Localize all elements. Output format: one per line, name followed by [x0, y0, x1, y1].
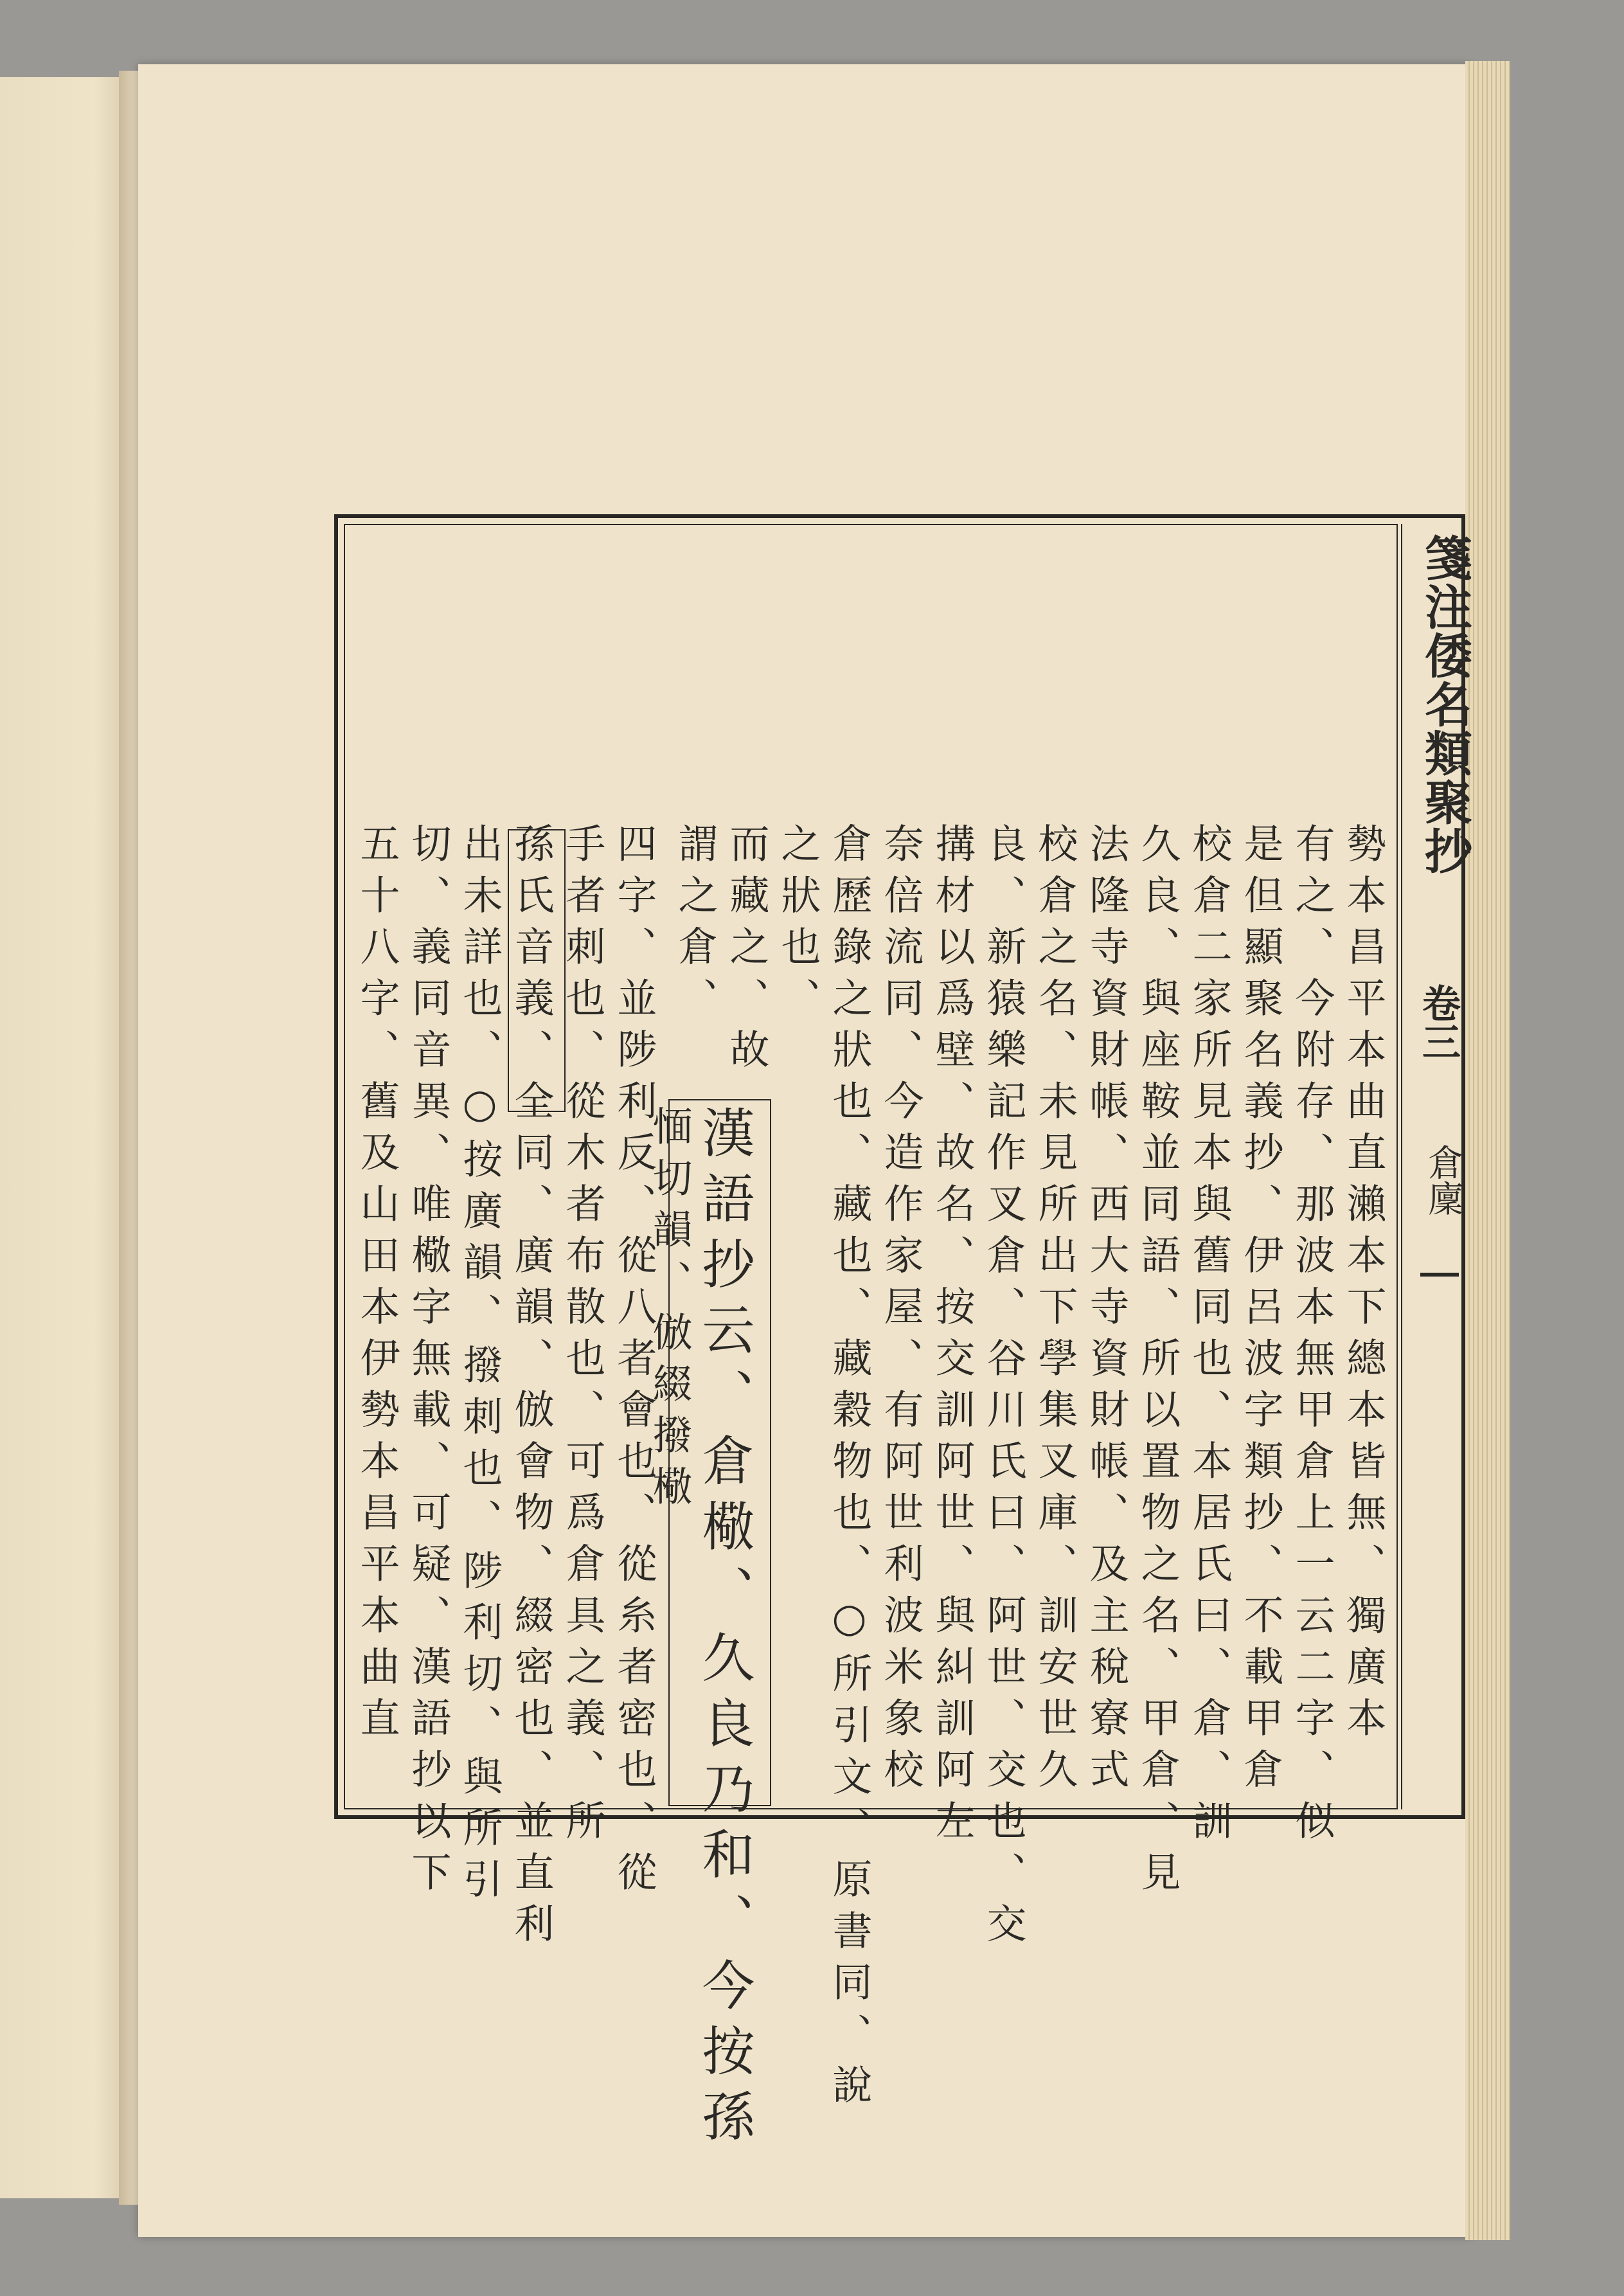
text-column: 四字、並陟利反、從八者會也、從糸者密也、從 [611, 823, 657, 1903]
text-column: 愐切韻、倣綴撥㯳 [646, 1106, 693, 1517]
text-column: 勢本昌平本曲直瀨本下總本皆無、獨廣本 [1340, 823, 1387, 1748]
book-title: 箋注倭名類聚抄 [1417, 534, 1472, 875]
text-column: 搆材以爲壁、故名、按交訓阿世、與糾訓阿左 [929, 823, 976, 1851]
text-column: 久良、與座鞍並同語、所以置物之名、甲倉、見 [1134, 823, 1181, 1903]
text-column: 奈倍流同、今造作家屋、有阿世利波米象校 [877, 823, 924, 1800]
text-column: 法隆寺資財帳、西大寺資財帳、及主稅寮式 [1083, 823, 1130, 1800]
text-column: 而藏之、故 [723, 823, 770, 1080]
text-column: 切、義同音異、唯㯳字無載、可疑、漢語抄以下 [405, 823, 452, 1903]
text-column: 孫氏音義、全同、廣韻、倣會物、綴密也、並直利 [508, 823, 555, 1954]
text-column: 倉歷錄之狀也、藏也、藏穀物也、○所引文、原書同、說 [826, 823, 873, 2115]
text-column: 良、新猿樂記作叉倉、谷川氏曰、阿世、交也、交 [980, 823, 1027, 1954]
text-column: 出未詳也、○按廣韻、撥刺也、陟利切、與所引 [456, 823, 503, 1910]
volume-label: 卷三 [1416, 983, 1461, 1061]
text-column: 之狀也、 [774, 823, 821, 1028]
left-page [0, 77, 135, 2198]
entry-heading: 倉廩 [1422, 1144, 1464, 1216]
fold-mark [1420, 1273, 1459, 1277]
page-edge [1465, 61, 1510, 2240]
text-column: 是但顯聚名義抄、伊呂波字類抄、不載甲倉 [1237, 823, 1284, 1800]
text-column: 五十八字、舊及山田本伊勢本昌平本曲直 [353, 823, 400, 1748]
text-column: 有之、今附存、那波本無甲倉上一云二字、似 [1289, 823, 1335, 1851]
text-column: 謂之倉、 [672, 823, 718, 1028]
text-column: 校倉二家所見本與舊同也、本居氏曰、倉、訓 [1186, 823, 1233, 1851]
quoted-source-column: 漢語抄云、倉㯳、久良乃和、今按孫 [693, 1106, 754, 2155]
text-column: 手者刺也、從木者布散也、可爲倉具之義、所 [559, 823, 606, 1851]
text-column: 校倉之名、未見所出下學集叉庫、訓安世久 [1031, 823, 1078, 1800]
